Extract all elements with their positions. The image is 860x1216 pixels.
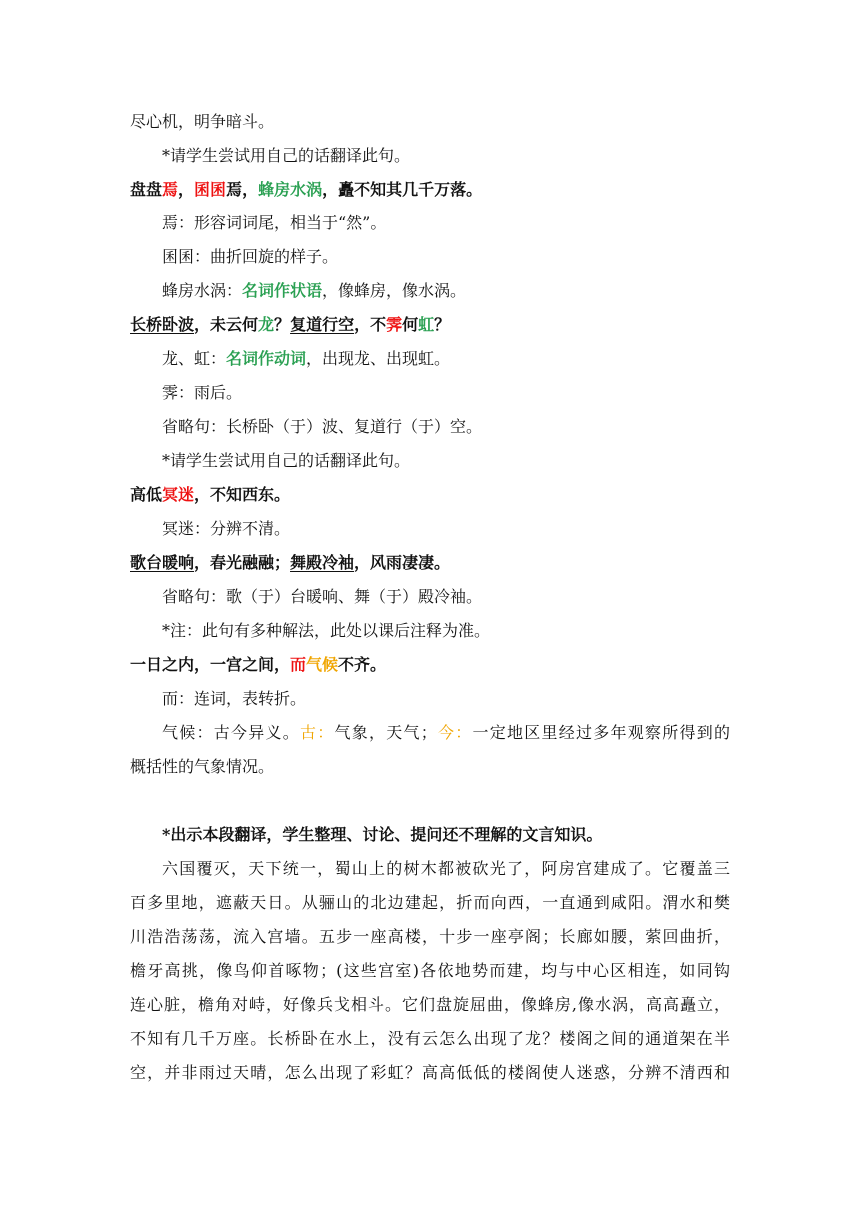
underlined-phrase: 复道行空 xyxy=(290,315,355,334)
text-segment: ，未云何 xyxy=(194,315,259,334)
translation-line: 连心脏，檐角对峙，好像兵戈相斗。它们盘旋屈曲，像蜂房,像水涡，高高矗立， xyxy=(130,995,730,1014)
highlight-green: 蜂房水涡 xyxy=(258,180,323,199)
teacher-note: *请学生尝试用自己的话翻译此句。 xyxy=(162,451,411,470)
underlined-phrase: 歌台暖响 xyxy=(130,553,195,572)
translation-line: 六国覆灭，天下统一，蜀山上的树木都被砍光了，阿房宫建成了。它覆盖三 xyxy=(162,859,730,878)
highlight-red: 囷囷 xyxy=(194,180,227,199)
teacher-note: *注：此句有多种解法，此处以课后注释为准。 xyxy=(162,621,491,640)
text-segment: ，不 xyxy=(354,315,387,334)
text-segment: 何 xyxy=(402,315,419,334)
text-segment: ，像蜂房，像水涡。 xyxy=(322,281,467,300)
highlight-gold: 古： xyxy=(299,723,335,742)
translation-line: 不知有几千万座。长桥卧在水上，没有云怎么出现了龙？楼阁之间的通道架在半 xyxy=(130,1029,730,1048)
annotation-line xyxy=(162,281,466,301)
translation-line: 川浩浩荡荡，流入宫墙。五步一座高楼，十步一座亭阁；长廊如腰，萦回曲折， xyxy=(130,927,730,946)
highlight-red: 焉 xyxy=(162,180,179,199)
highlight-gold: 今： xyxy=(436,723,473,742)
classical-sentence xyxy=(130,315,450,335)
classical-sentence xyxy=(130,180,482,200)
classical-sentence xyxy=(130,553,450,573)
classical-sentence xyxy=(130,655,386,675)
classical-sentence xyxy=(130,485,290,505)
annotation-line: 概括性的气象情况。 xyxy=(130,757,275,776)
annotation-line xyxy=(162,349,450,369)
highlight-red: 冥迷 xyxy=(162,485,195,504)
text-segment: 龙、虹： xyxy=(162,349,227,368)
annotation-line: 而：连词，表转折。 xyxy=(162,689,307,708)
highlight-green: 名词作状语 xyxy=(242,281,323,300)
annotation-line: 冥迷：分辨不清。 xyxy=(162,519,291,538)
text-segment: ？ xyxy=(434,315,451,334)
annotation-line: 囷囷：曲折回旋的样子。 xyxy=(162,247,339,266)
translation-line: 百多里地，遮蔽天日。从骊山的北边建起，折而向西，一直通到咸阳。渭水和樊 xyxy=(130,893,730,912)
text-segment: ，矗不知其几千万落。 xyxy=(322,180,483,199)
text-segment: ， xyxy=(178,180,195,199)
text-segment: 气象，天气； xyxy=(334,723,437,742)
text-segment: ，春光融融； xyxy=(194,553,291,572)
translation-line: 檐牙高挑，像鸟仰首啄物；(这些宫室)各依地势而建，均与中心区相连，如同钩 xyxy=(130,961,730,980)
text-segment: 盘盘 xyxy=(130,180,163,199)
text-segment: ？ xyxy=(274,315,291,334)
annotation-line: 焉：形容词词尾，相当于“然”。 xyxy=(162,213,387,232)
teacher-note: *请学生尝试用自己的话翻译此句。 xyxy=(162,146,411,165)
highlight-red: 而 xyxy=(290,655,307,674)
section-instruction: *出示本段翻译，学生整理、讨论、提问还不理解的文言知识。 xyxy=(162,825,603,844)
underlined-phrase: 长桥卧波 xyxy=(130,315,195,334)
text-segment: ，风雨凄凄。 xyxy=(354,553,451,572)
text-segment: 一日之内，一宫之间， xyxy=(130,655,291,674)
translation-line: 空，并非雨过天晴，怎么出现了彩虹？高高低低的楼阁使人迷惑，分辨不清西和 xyxy=(130,1063,730,1082)
annotation-line: 省略句：长桥卧（于）波、复道行（于）空。 xyxy=(162,417,483,436)
annotation-line xyxy=(162,723,730,743)
highlight-green: 名词作动词 xyxy=(226,349,307,368)
highlight-green: 龙 xyxy=(258,315,275,334)
text-segment: 蜂房水涡： xyxy=(162,281,243,300)
text-segment: 焉， xyxy=(226,180,259,199)
text-segment: 一定地区里经过多年观察所得到的 xyxy=(472,723,730,742)
text-line: 尽心机，明争暗斗。 xyxy=(130,112,275,131)
annotation-line: 霁：雨后。 xyxy=(162,383,243,402)
highlight-red: 霁 xyxy=(386,315,403,334)
text-segment: 不齐。 xyxy=(338,655,387,674)
text-segment: ，不知西东。 xyxy=(194,485,291,504)
highlight-gold: 气候 xyxy=(306,655,339,674)
text-segment: 气候：古今异义。 xyxy=(162,723,300,742)
text-segment: 高低 xyxy=(130,485,163,504)
highlight-green: 虹 xyxy=(418,315,435,334)
underlined-phrase: 舞殿冷袖 xyxy=(290,553,355,572)
text-segment: ，出现龙、出现虹。 xyxy=(306,349,451,368)
annotation-line: 省略句：歌（于）台暖响、舞（于）殿冷袖。 xyxy=(162,587,483,606)
